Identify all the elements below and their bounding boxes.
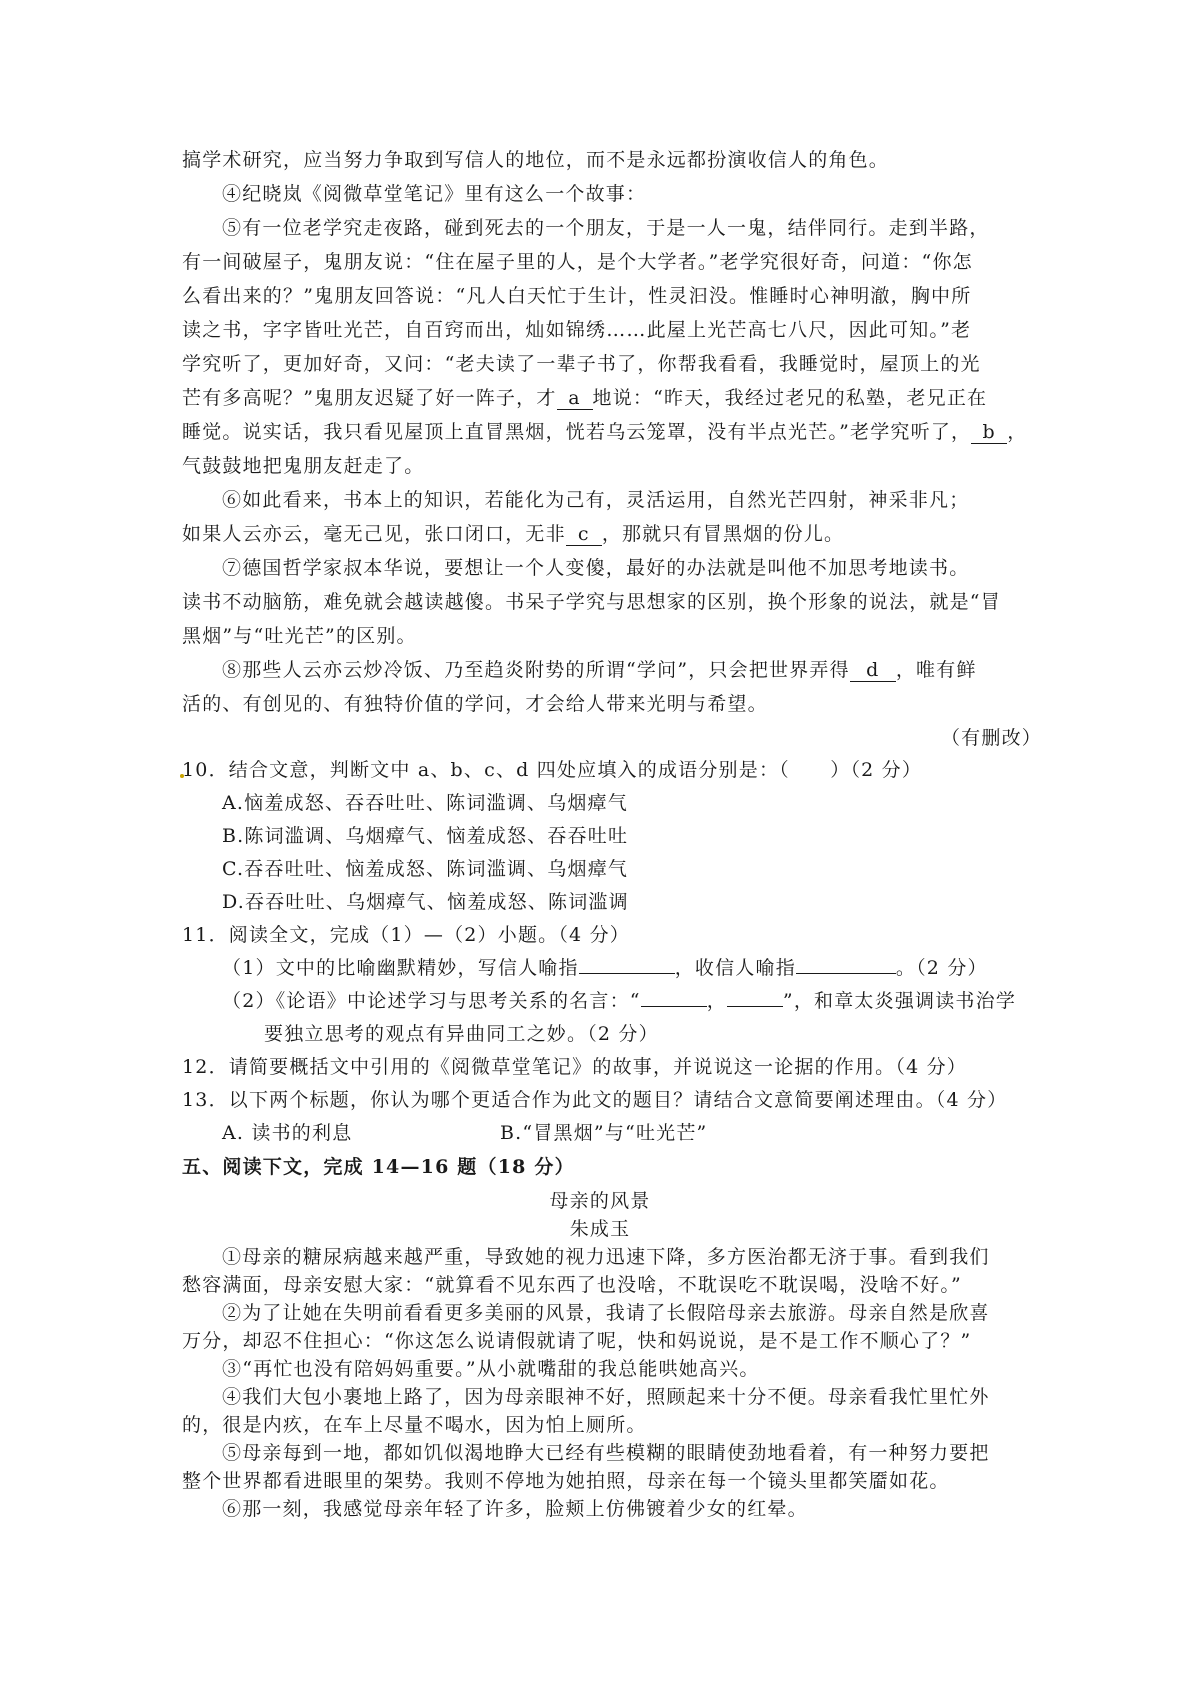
article-paragraph-line: 的，很是内疚，在车上尽量不喝水，因为怕上厕所。: [182, 1414, 647, 1436]
article-paragraph-line: 整个世界都看进眼里的架势。我则不停地为她拍照，母亲在每一个镜头里都笑靥如花。: [182, 1470, 950, 1492]
paragraph-5-line: 有一间破屋子，鬼朋友说：“住在屋子里的人，是个大学者。”老学究很好奇，问道：“你怎: [182, 251, 973, 273]
paragraph-4: ④纪晓岚《阅微草堂笔记》里有这么一个故事：: [222, 183, 647, 205]
article-title: 母亲的风景: [549, 1190, 651, 1212]
text-segment: 地说：“昨天，我经过老兄的私塾，老兄正在: [592, 387, 988, 409]
paragraph-7-line: 读书不动脑筋，难免就会越读越傻。书呆子学究与思想家的区别，换个形象的说法，就是“冒: [182, 591, 1001, 613]
question-12: 12．请简要概括文中引用的《阅微草堂笔记》的故事，并说说这一论据的作用。（4 分）: [182, 1056, 968, 1078]
paragraph-7-line: ⑦德国哲学家叔本华说，要想让一个人变傻，最好的办法就是叫他不加思考地读书。: [222, 557, 970, 579]
article-paragraph-line: ③“再忙也没有陪妈妈重要。”从小就嘴甜的我总能哄她高兴。: [222, 1358, 760, 1380]
question-10: 10．结合文意，判断文中 a、b、c、d 四处应填入的成语分别是：（ ）（2 分）: [182, 759, 923, 781]
text-segment: （2）《论语》中论述学习与思考关系的名言：“: [222, 990, 641, 1012]
text-segment: ，收信人喻指: [674, 957, 796, 979]
text-segment: （1）文中的比喻幽默精妙，写信人喻指: [222, 957, 579, 979]
blank-a: a: [557, 387, 593, 410]
question-11-part-1: [222, 954, 988, 982]
text-segment: ”，和章太炎强调读书治学: [782, 990, 1017, 1012]
paragraph-5-line: ⑤有一位老学究走夜路，碰到死去的一个朋友，于是一人一鬼，结伴同行。走到半路，: [222, 217, 990, 239]
question-13-option-a: A. 读书的利息: [222, 1122, 353, 1144]
text-segment: ，: [706, 990, 727, 1012]
paragraph-5-line: [182, 384, 987, 412]
question-11-part-2-cont: 要独立思考的观点有异曲同工之妙。（2 分）: [264, 1023, 659, 1045]
text-segment: 如果人云亦云，毫无己见，张口闭口，无非: [182, 523, 566, 545]
article-paragraph-line: ②为了让她在失明前看看更多美丽的风景，我请了长假陪母亲去旅游。母亲自然是欣喜: [222, 1302, 990, 1324]
article-paragraph-line: ⑤母亲每到一地，都如饥似渴地睁大已经有些模糊的眼睛使劲地看着，有一种努力要把: [222, 1442, 990, 1464]
answer-blank[interactable]: [641, 988, 707, 1007]
section-heading: 五、阅读下文，完成 14—16 题（18 分）: [182, 1156, 575, 1178]
text-segment: ，唯有鲜: [895, 659, 977, 681]
text-segment: ，那就只有冒黑烟的份儿。: [601, 523, 845, 545]
paragraph-5-line: [182, 418, 1027, 446]
paragraph-5-line: 气鼓鼓地把鬼朋友赶走了。: [182, 455, 425, 477]
question-11-part-2: [222, 987, 1016, 1015]
question-11: 11．阅读全文，完成（1）—（2）小题。（4 分）: [182, 924, 630, 946]
paragraph-5-line: 学究听了，更加好奇，又问：“老夫读了一辈子书了，你帮我看看，我睡觉时，屋顶上的光: [182, 353, 981, 375]
blank-c: c: [566, 523, 602, 546]
question-10-option-a: A.恼羞成怒、吞吞吐吐、陈词滥调、乌烟瘴气: [222, 792, 628, 814]
answer-blank[interactable]: [796, 955, 896, 974]
article-paragraph-line: ④我们大包小裹地上路了，因为母亲眼神不好，照顾起来十分不便。母亲看我忙里忙外: [222, 1386, 990, 1408]
paragraph-8-line: [222, 656, 977, 684]
paragraph-6-line: [182, 520, 844, 548]
question-13: 13．以下两个标题，你认为哪个更适合作为此文的题目？请结合文意简要阐述理由。（4 分）: [182, 1089, 1008, 1111]
text-segment: ，: [1007, 421, 1028, 443]
text-segment: 睡觉。说实话，我只看见屋顶上直冒黑烟，恍若乌云笼罩，没有半点光芒。”老学究听了，: [182, 421, 972, 443]
paragraph-6-line: ⑥如此看来，书本上的知识，若能化为己有，灵活运用，自然光芒四射，神采非凡；: [222, 489, 970, 511]
text-segment: ⑧那些人云亦云炒冷饭、乃至趋炎附势的所谓“学问”，只会把世界弄得: [222, 659, 850, 681]
text-segment: 芒有多高呢？”鬼朋友迟疑了好一阵子，才: [182, 387, 557, 409]
article-paragraph-line: ①母亲的糖尿病越来越严重，导致她的视力迅速下降，多方医治都无济于事。看到我们: [222, 1246, 990, 1268]
answer-blank[interactable]: [579, 955, 675, 974]
paragraph-7-line: 黑烟”与“吐光芒”的区别。: [182, 625, 417, 647]
article-paragraph-line: 万分，却忍不住担心：“你这怎么说请假就请了呢，快和妈说说，是不是工作不顺心了？”: [182, 1330, 972, 1352]
text-segment: 。（2 分）: [895, 957, 988, 979]
paragraph-5-line: 读之书，字字皆吐光芒，自百窍而出，灿如锦绣……此屋上光芒高七八尺，因此可知。”老: [182, 319, 972, 341]
article-paragraph-line: ⑥那一刻，我感觉母亲年轻了许多，脸颊上仿佛镀着少女的红晕。: [222, 1498, 808, 1520]
question-10-option-d: D.吞吞吐吐、乌烟瘴气、恼羞成怒、陈词滥调: [222, 891, 629, 913]
article-author: 朱成玉: [569, 1218, 631, 1240]
article-paragraph-line: 愁容满面，母亲安慰大家：“就算看不见东西了也没啥，不耽误吃不耽误喝，没啥不好。”: [182, 1274, 962, 1296]
answer-blank[interactable]: [727, 988, 783, 1007]
source-note: （有删改）: [940, 727, 1042, 749]
passage-line: 搞学术研究，应当努力争取到写信人的地位，而不是永远都扮演收信人的角色。: [182, 149, 890, 171]
blank-d: d: [850, 659, 896, 682]
question-13-option-b: B.“冒黑烟”与“吐光芒”: [500, 1122, 708, 1144]
blank-b: b: [971, 421, 1007, 444]
paragraph-8-line: 活的、有创见的、有独特价值的学问，才会给人带来光明与希望。: [182, 693, 768, 715]
question-10-option-b: B.陈词滥调、乌烟瘴气、恼羞成怒、吞吞吐吐: [222, 825, 629, 847]
paragraph-5-line: 么看出来的？”鬼朋友回答说：“凡人白天忙于生计，性灵汩没。惟睡时心神明澈，胸中所: [182, 285, 972, 307]
question-10-option-c: C.吞吞吐吐、恼羞成怒、陈词滥调、乌烟瘴气: [222, 858, 629, 880]
